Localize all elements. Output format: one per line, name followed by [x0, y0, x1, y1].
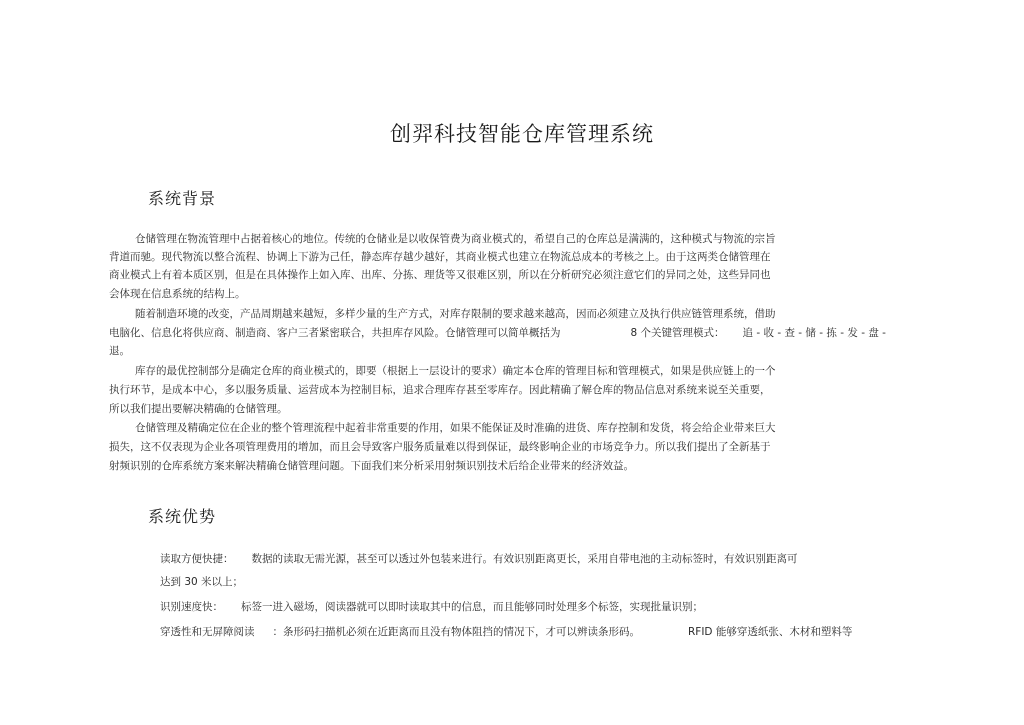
- paragraph-line: 所以我们提出要解决精确的仓储管理。: [109, 403, 288, 415]
- advantage-label: 读取方便快捷：: [160, 553, 234, 565]
- paragraph-line: 执行环节，是成本中心，多以服务质量、运营成本为控制目标，追求合理库存甚至零库存。因此精确了解仓库的物品信息对系统来说至关重要，: [109, 384, 771, 396]
- paragraph-text: 电脑化、信息化将供应商、制造商、客户三者紧密联合，共担库存风险。仓储管理可以简单概括为: [109, 327, 561, 339]
- advantage-item: [160, 600, 703, 614]
- section-heading-advantages: 系统优势: [148, 507, 217, 526]
- paragraph-line: 随着制造环境的改变，产品周期越来越短，多样少量的生产方式，对库存限制的要求越来越高，因而必须建立及执行供应链管理系统，借助: [135, 308, 776, 320]
- section-heading-background: 系统背景: [148, 189, 217, 208]
- advantage-item: [160, 625, 852, 639]
- paragraph-line: 背道而驰。现代物流以整合流程、协调上下游为己任，静态库存越少越好，其商业模式也建立在物流总成本的考核之上。由于这两类仓储管理在: [109, 251, 771, 263]
- paragraph-line: 会体现在信息系统的结构上。: [109, 288, 246, 300]
- paragraph-line: 仓储管理及精确定位在企业的整个管理流程中起着非常重要的作用，如果不能保证及时准确的进货、库存控制和发货，将会给企业带来巨大: [135, 422, 776, 434]
- advantage-item: [160, 552, 798, 566]
- paragraph-line: 退。: [109, 345, 130, 357]
- advantage-label: 识别速度快：: [160, 601, 223, 613]
- paragraph-line: 损失，这不仅表现为企业各项管理费用的增加，而且会导致客户服务质量难以得到保证，最终影响企业的市场竞争力。所以我们提出了全新基于: [109, 441, 771, 453]
- advantage-label: 穿透性和无屏障阅读: [160, 626, 255, 638]
- paragraph-text: 追 - 收 - 查 - 储 - 拣 - 发 - 盘 -: [742, 327, 886, 339]
- paragraph-line: 射频识别的仓库系统方案来解决精确仓储管理问题。下面我们来分析采用射频识别技术后给企业带来的经济效益。: [109, 460, 634, 472]
- advantage-text: RFID 能够穿透纸张、木材和塑料等: [688, 626, 853, 638]
- advantage-text: 标签一进入磁场，阅读器就可以即时读取其中的信息，而且能够同时处理多个标签，实现批量识别；: [241, 601, 703, 613]
- paragraph-line: [109, 326, 886, 340]
- paragraph-line: 库存的最优控制部分是确定仓库的商业模式的，即要（根据上一层设计的要求）确定本仓库的管理目标和管理模式，如果是供应链上的一个: [135, 365, 776, 377]
- paragraph-line: 仓储管理在物流管理中占据着核心的地位。传统的仓储业是以收保管费为商业模式的，希望自己的仓库总是满满的，这种模式与物流的宗旨: [135, 233, 776, 245]
- paragraph-line: 商业模式上有着本质区别，但是在具体操作上如入库、出库、分拣、理货等又很难区别，所以在分析研究必须注意它们的异同之处，这些异同也: [109, 269, 771, 281]
- page-title: 创羿科技智能仓库管理系统: [390, 122, 654, 146]
- advantage-text: 数据的读取无需光源，甚至可以透过外包装来进行。有效识别距离更长，采用自带电池的主动标签时，有效识别距离可: [251, 553, 798, 565]
- advantage-text: ：条形码扫描机必须在近距离而且没有物体阻挡的情况下，才可以辨读条形码。: [272, 626, 640, 638]
- advantage-continuation: 达到 30 米以上；: [160, 576, 244, 588]
- paragraph-text: 8 个关键管理模式：: [630, 327, 725, 339]
